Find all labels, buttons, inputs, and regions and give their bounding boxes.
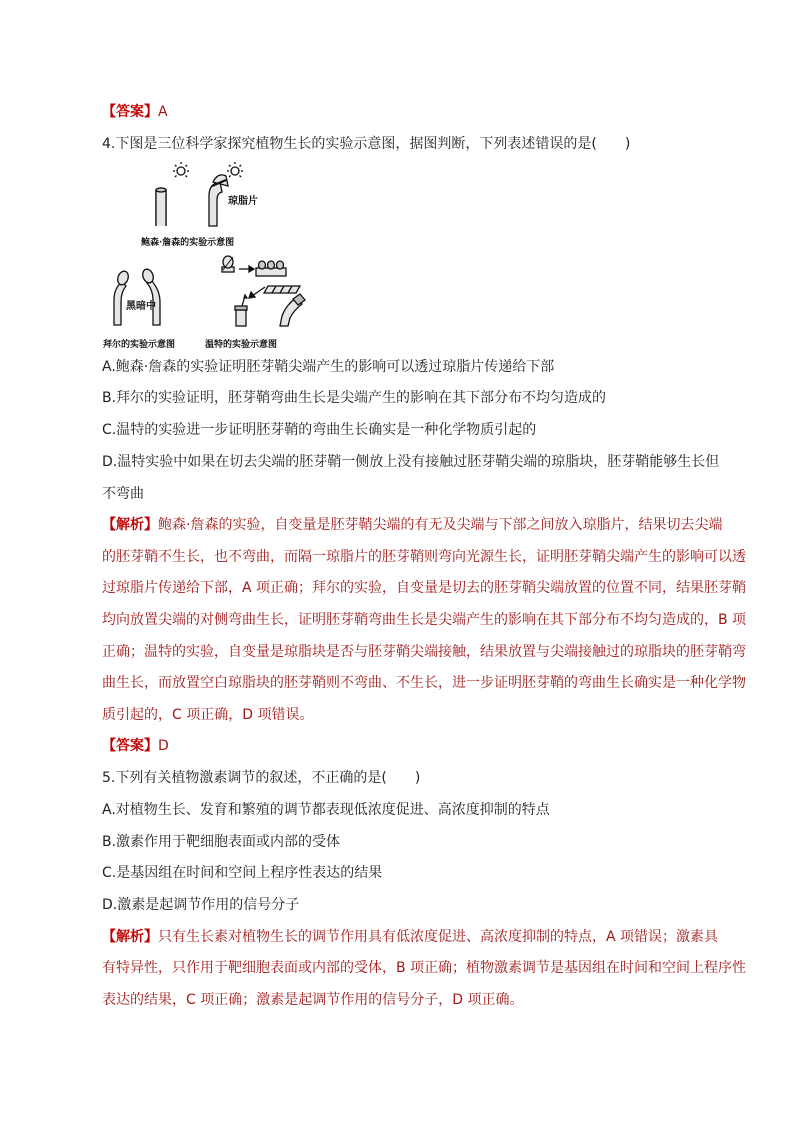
q5-analysis-line1: 【解析】只有生长素对植物生长的调节作用具有低浓度促进、高浓度抑制的特点，A 项错误；激素具 (102, 929, 719, 945)
q4-option-a: A.鲍森·詹森的实验证明胚芽鞘尖端产生的影响可以透过琼脂片传递给下部 (102, 359, 555, 375)
went-coleoptile-bent (280, 294, 305, 326)
q4-option-d-line2: 不弯曲 (102, 486, 144, 502)
caption-went: 温特的实验示意图 (205, 340, 278, 350)
q5-option-b: B.激素作用于靶细胞表面或内部的受体 (102, 834, 341, 850)
coleoptile-agar-bent (209, 175, 228, 226)
q4-analysis-line5: 正确；温特的实验，自变量是琼脂块是否与胚芽鞘尖端接触，结果放置与尖端接触过的琼脂块的胚芽鞘弯 (102, 644, 746, 660)
coleoptile-cut (156, 188, 166, 226)
analysis-tag: 【解析】 (102, 517, 158, 533)
question-5-stem: 5.下列有关植物激素调节的叙述，不正确的是( ) (102, 770, 421, 786)
q5-analysis-line3: 表达的结果，C 项正确；激素是起调节作用的信号分子，D 项正确。 (102, 992, 524, 1008)
arrow-down-icon (249, 287, 265, 298)
q5-option-c: C.是基因组在时间和空间上程序性表达的结果 (102, 865, 383, 881)
q4-option-d-line1: D.温特实验中如果在切去尖端的胚芽鞘一侧放上没有接触过胚芽鞘尖端的琼脂块，胚芽鞘能够生长但 (102, 454, 720, 470)
q4-option-b: B.拜尔的实验证明，胚芽鞘弯曲生长是尖端产生的影响在其下部分布不均匀造成的 (102, 390, 607, 406)
answer-value: A (158, 104, 168, 120)
q4-analysis-line6: 曲生长，而放置空白琼脂块的胚芽鞘则不弯曲、不生长，进一步证明胚芽鞘的弯曲生长确实是一种化学物 (102, 675, 746, 691)
q4-analysis-line7: 质引起的，C 项正确，D 项错误。 (102, 707, 314, 723)
q4-analysis-line2: 的胚芽鞘不生长，也不弯曲，而隔一琼脂片的胚芽鞘则弯向光源生长，证明胚芽鞘尖端产生的影响可以透 (102, 549, 746, 565)
label-dark: 黑暗中 (126, 301, 156, 312)
q5-option-a: A.对植物生长、发育和繁殖的调节都表现低浓度促进、高浓度抑制的特点 (102, 802, 550, 818)
q5-analysis-line2: 有特异性，只作用于靶细胞表面或内部的受体，B 项正确；植物激素调节是基因组在时间和空间上程序性 (102, 960, 747, 976)
caption-paal: 拜尔的实验示意图 (103, 340, 176, 350)
agar-blocks-with-tips (256, 261, 286, 276)
q4-analysis-line3: 过琼脂片传递给下部，A 项正确；拜尔的实验，自变量是切去的胚芽鞘尖端放置的位置不同，结果胚芽鞘 (102, 580, 747, 596)
answer-value: D (158, 738, 169, 754)
answer-tag: 【答案】 (102, 104, 158, 120)
question-4-stem: 4.下图是三位科学家探究植物生长的实验示意图，据图判断，下列表述错误的是( ) (102, 136, 631, 152)
agar-blocks-cut (264, 286, 300, 293)
went-coleoptile-block (235, 295, 247, 326)
label-agar: 琼脂片 (228, 196, 258, 207)
sun-icon-left (173, 162, 189, 177)
went-tip-on-agar (222, 256, 234, 272)
analysis-tag: 【解析】 (102, 929, 158, 945)
q4-option-c: C.温特的实验进一步证明胚芽鞘的弯曲生长确实是一种化学物质引起的 (102, 422, 537, 438)
answer-tag: 【答案】 (102, 738, 158, 754)
q4-analysis-line1: 【解析】鲍森·詹森的实验，自变量是胚芽鞘尖端的有无及尖端与下部之间放入琼脂片，结果切去尖端 (102, 517, 723, 533)
caption-boysen: 鲍森·詹森的实验示意图 (141, 238, 235, 248)
q5-option-d: D.激素是起调节作用的信号分子 (102, 897, 300, 913)
sun-icon-right (227, 162, 243, 177)
q4-analysis-line4: 均向放置尖端的对侧弯曲生长，证明胚芽鞘弯曲生长是尖端产生的影响在其下部分布不均匀造成的，B 项 (102, 612, 747, 628)
arrow-icon (239, 266, 254, 272)
answer-line-d (102, 736, 169, 756)
